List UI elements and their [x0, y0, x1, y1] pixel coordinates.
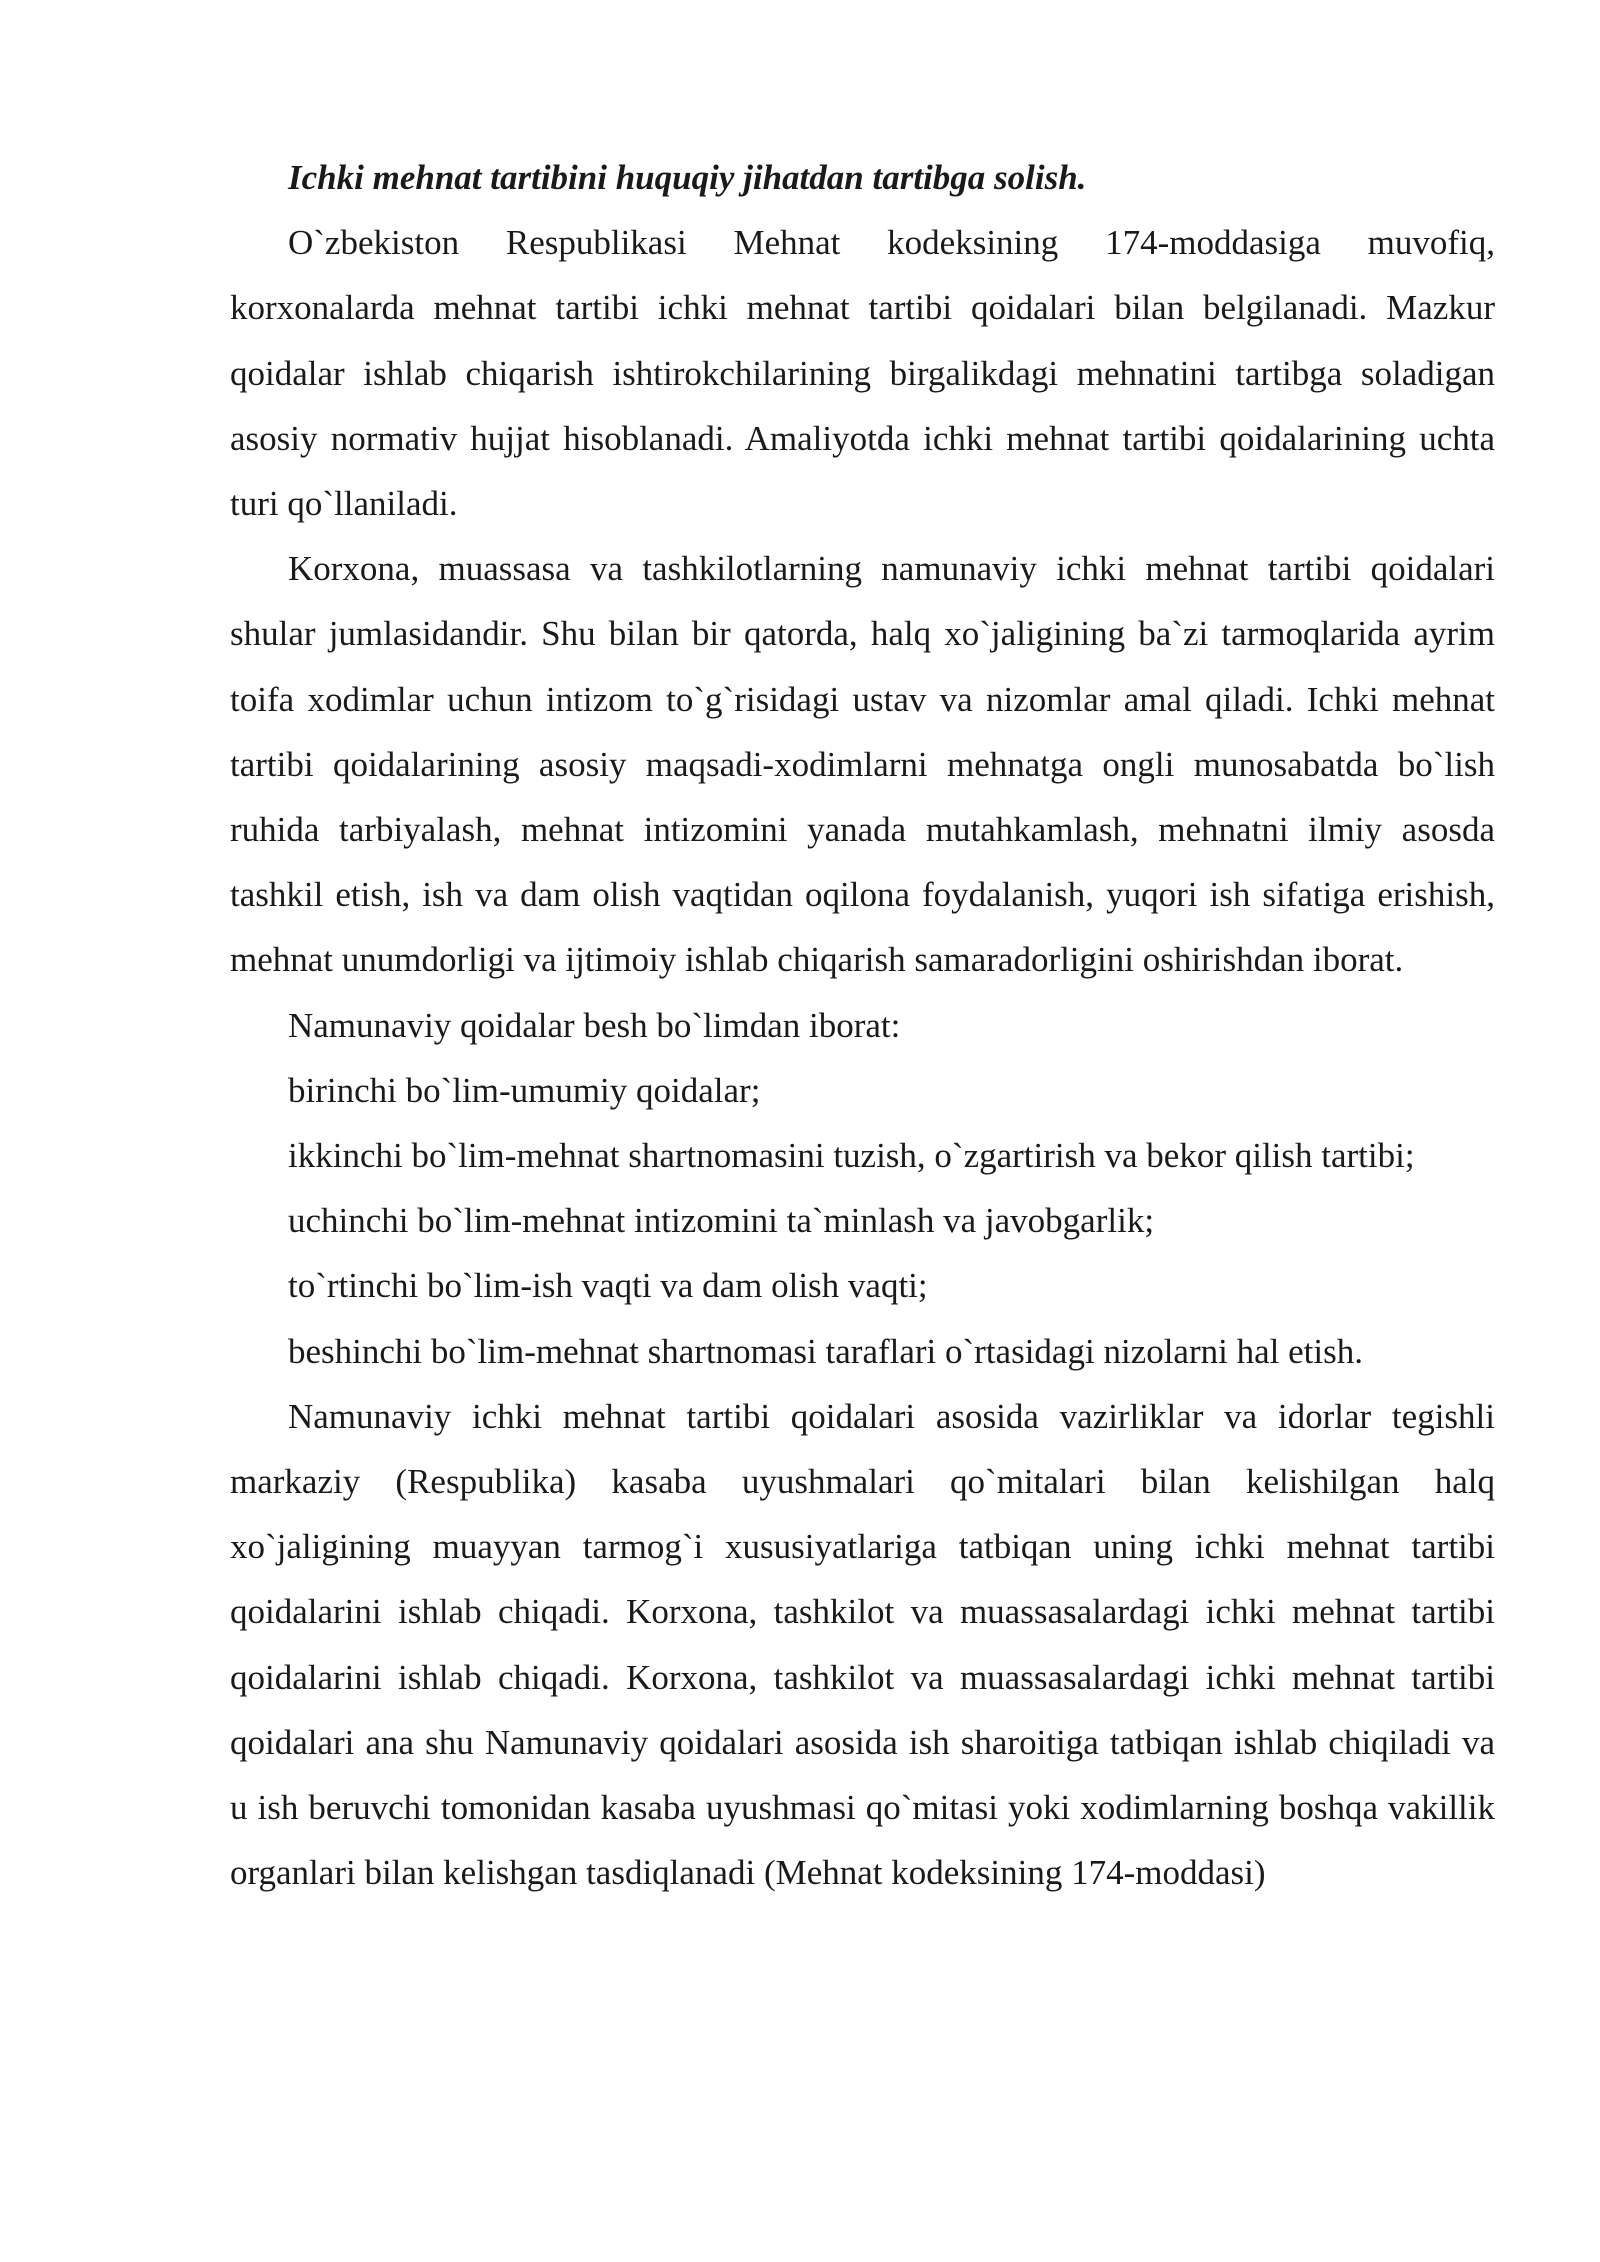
- list-item-section-5: beshinchi bo`lim-mehnat shartnomasi taraflari o`rtasidagi nizolarni hal etish.: [288, 1331, 1363, 1371]
- list-item-section-3: uchinchi bo`lim-mehnat intizomini ta`minlash va javobgarlik;: [288, 1201, 1155, 1241]
- paragraph-sections-intro: Namunaviy qoidalar besh bo`limdan iborat:: [288, 1005, 901, 1045]
- paragraph-types: Korxona, muassasa va tashkilotlarning namunaviy ichki mehnat tartibi qoidalari shular jumlasidandir. Shu bilan bir qatorda, halq xo`jaligining ba`zi tarmoqlarida ayrim toifa xodimlar uchun intizom to`g`risidagi ustav va nizomlar amal qiladi. Ichki mehnat tartibi qoidalarining asosiy maqsadi-xodimlarni mehnatga ongli munosabatda bo`lish ruhida tarbiyalash, mehnat intizomini yanada mutahkamlash, mehnatni ilmiy asosda tashkil etish, ish va dam olish vaqtidan oqilona foydalanish, yuqori ish sifatiga erishish, mehnat unumdorligi va ijtimoiy ishlab chiqarish samaradorligini oshirishdan iborat.: [230, 549, 1495, 980]
- list-item-section-2: ikkinchi bo`lim-mehnat shartnomasini tuzish, o`zgartirish va bekor qilish tartibi;: [288, 1136, 1415, 1176]
- paragraph-intro: O`zbekiston Respublikasi Mehnat kodeksining 174-moddasiga muvofiq, korxonalarda mehnat tartibi ichki mehnat tartibi qoidalari bilan belgilanadi. Mazkur qoidalar ishlab chiqarish ishtirokchilarining birgalikdagi mehnatini tartibga soladigan asosiy normativ hujjat hisoblanadi. Amaliyotda ichki mehnat tartibi qoidalarining uchta turi qo`llaniladi.: [230, 223, 1495, 524]
- section-heading: Ichki mehnat tartibini huquqiy jihatdan tartibga solish.: [288, 158, 1087, 197]
- list-item-section-4: to`rtinchi bo`lim-ish vaqti va dam olish vaqti;: [288, 1266, 928, 1306]
- document-page: [230, 145, 1495, 1905]
- paragraph-conclusion: Namunaviy ichki mehnat tartibi qoidalari asosida vazirliklar va idorlar tegishli markaziy (Respublika) kasaba uyushmalari qo`mitalari bilan kelishilgan halq xo`jaligining muayyan tarmog`i xususiyatlariga tatbiqan uning ichki mehnat tartibi qoidalarini ishlab chiqadi. Korxona, tashkilot va muassasalardagi ichki mehnat tartibi qoidalarini ishlab chiqadi. Korxona, tashkilot va muassasalardagi ichki mehnat tartibi qoidalari ana shu Namunaviy qoidalari asosida ish sharoitiga tatbiqan ishlab chiqiladi va u ish beruvchi tomonidan kasaba uyushmasi qo`mitasi yoki xodimlarning boshqa vakillik organlari bilan kelishgan tasdiqlanadi (Mehnat kodeksining 174-moddasi): [230, 1396, 1495, 1893]
- list-item-section-1: birinchi bo`lim-umumiy qoidalar;: [288, 1070, 761, 1110]
